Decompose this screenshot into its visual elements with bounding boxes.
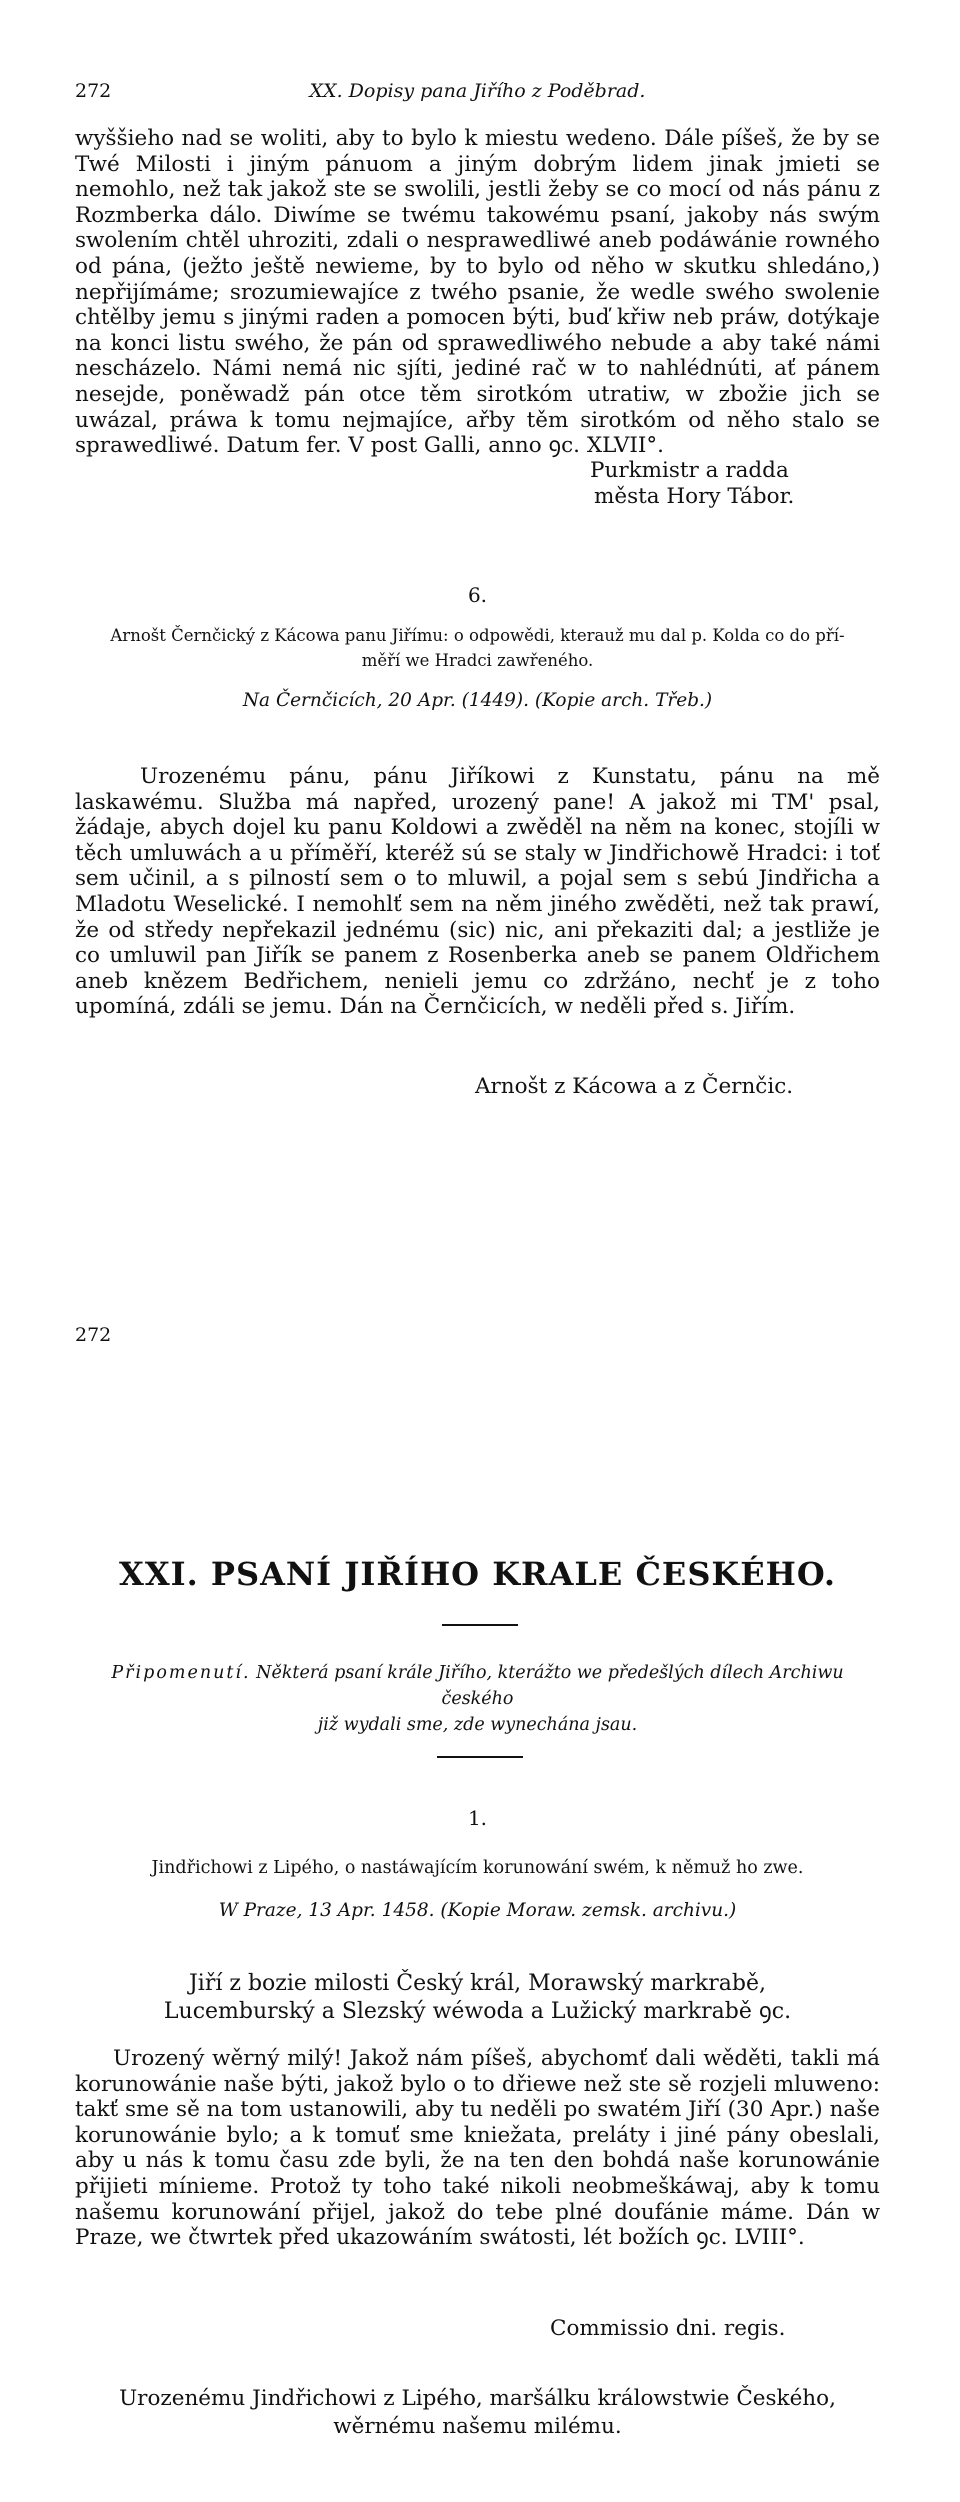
intitulatio-line: Lucemburský a Slezský wéwoda a Lužický markrabě ꝯc. — [163, 1999, 792, 2024]
running-header — [75, 80, 880, 110]
letter-number: 1. — [467, 1806, 488, 1830]
letter-closing: Commissio dni. regis. — [550, 2316, 786, 2341]
editorial-note — [75, 1660, 880, 1738]
address-line: Urozenému Jindřichowi z Lipého, maršálku králowstwie Českého, — [119, 2386, 836, 2411]
note-label: Připomenutí. — [111, 1663, 251, 1683]
running-title: XX. Dopisy pana Jiřího z Poděbrad. — [309, 80, 646, 102]
continuation-signature — [75, 458, 880, 510]
page-number: 272 — [75, 80, 112, 102]
section-heading: XXI. PSANÍ JIŘÍHO KRALE ČESKÉHO. — [119, 1555, 836, 1593]
divider — [442, 1624, 518, 1626]
note-text: Některá psaní krále Jiřího, kterážto we předešlých dílech Archiwu českého — [256, 1663, 844, 1709]
divider — [437, 1756, 523, 1758]
letter-title-line: měří we Hradci zawřeného. — [361, 651, 594, 670]
signature-line: Purkmistr a radda — [590, 458, 789, 483]
continuation-paragraph: wyššieho nad se woliti, aby to bylo k miestu wedeno. Dále píšeš, že by se Twé Milosti i jiným pánuom a jiným dobrým lidem jinak jmieti se nemohlo, než tak jakož ste se swolili, jestli žeby se co mocí od nás pánu z Rozmberka dálo. Diwíme se twému takowému psaní, jakoby nás swým swolením chtěl uhroziti, zdali o nesprawedliwé aneb podáwánie rowného od pána, (ježto ještě newieme, by to bylo od něho w skutku shledáno,) nepřijímáme; srozumiewajíce z twého psanie, že wedle swého swolenie chtělby jemu s jinými raden a pomocen býti, buď křiw neb práw, dotýkaje na konci listu swého, že pán od sprawedliwého nebude a aby také námi nescházelo. Námi nemá nic sjíti, jediné rač w to nahlédnúti, ať pánem nesejde, poněwadž pán otce těm sirotkóm utratiw, w zbožie jich se uwázal, práwa k tomu nejmajíce, ařby těm sirotkóm od něho stalo se sprawedliwé. Datum fer. V post Galli, anno ꝯc. XLVII°. — [75, 126, 880, 459]
letter-paragraph: Urozenému pánu, pánu Jiříkowi z Kunstatu, pánu na mě laskawému. Služba má napřed, urozený pane! A jakož mi TM' psal, žádaje, abych dojel ku panu Koldowi a zwěděl na něm na konec, stojíli w těch umluwách a u příměří, kteréž sú se staly w Jindřichowě Hradci: i toť sem učinil, a s pilností sem o to mluwil, a pojal sem s sebú Jindřicha a Mladotu Weselické. I nemohlť sem na něm jiného zwěděti, než tak prawí, že od středy nepřekazil jednému (sic) nic, ani překaziti dal; a jestliže je co umluwil pan Jiřík se panem z Rosenberka aneb se panem Oldřichem aneb knězem Bedřichem, nenieli jemu co zdržáno, nechť je z toho upomíná, zdáli se jemu. Dán na Černčicích, w neděli před s. Jiřím. — [75, 764, 880, 1020]
letter-title-line: Arnošt Černčický z Kácowa panu Jiřímu: o odpowědi, kterauž mu dal p. Kolda co do pří- — [110, 626, 845, 645]
address-line: wěrnému našemu milému. — [333, 2414, 622, 2439]
letter-signature: Arnošt z Kácowa a z Černčic. — [475, 1074, 794, 1099]
intitulatio — [75, 1970, 880, 2026]
letter-source: Na Černčicích, 20 Apr. (1449). (Kopie arch. Třeb.) — [242, 690, 713, 711]
letter-address — [75, 2385, 880, 2441]
letter-source: W Praze, 13 Apr. 1458. (Kopie Moraw. zemsk. archivu.) — [218, 1900, 737, 1921]
page-number: 272 — [75, 1324, 112, 1346]
signature-line: města Hory Tábor. — [594, 484, 795, 509]
letter-number: 6. — [467, 583, 488, 607]
letter-title: Jindřichowi z Lipého, o nastáwajícím korunowání swém, k němuž ho zwe. — [151, 1858, 804, 1878]
letter-paragraph: Urozený wěrný milý! Jakož nám píšeš, abychomť dali wěděti, takli má korunowánie naše býti, jakož bylo o to dřiewe než ste sě rozjeli mluweno: takť sme sě na tom ustanowili, aby tu neděli po swatém Jiří (30 Apr.) naše korunowánie bylo; a k tomuť sme kniežata, preláty i jiné pány obeslali, aby u nás k tomu času zde byli, že na ten den bohdá naše korunowánie přijieti mínieme. Protož ty toho také nikoli neobmeškáwaj, aby k tomu našemu korunowání přijel, jakož do tebe plné doufánie máme. Dán w Praze, we čtwrtek před ukazowáním swátosti, lét božích ꝯc. LVIII°. — [75, 2046, 880, 2251]
intitulatio-line: Jiří z bozie milosti Český král, Morawský markrabě, — [188, 1971, 766, 1996]
letter-title — [75, 623, 880, 673]
note-text: již wydali sme, zde wynechána jsau. — [317, 1715, 638, 1735]
